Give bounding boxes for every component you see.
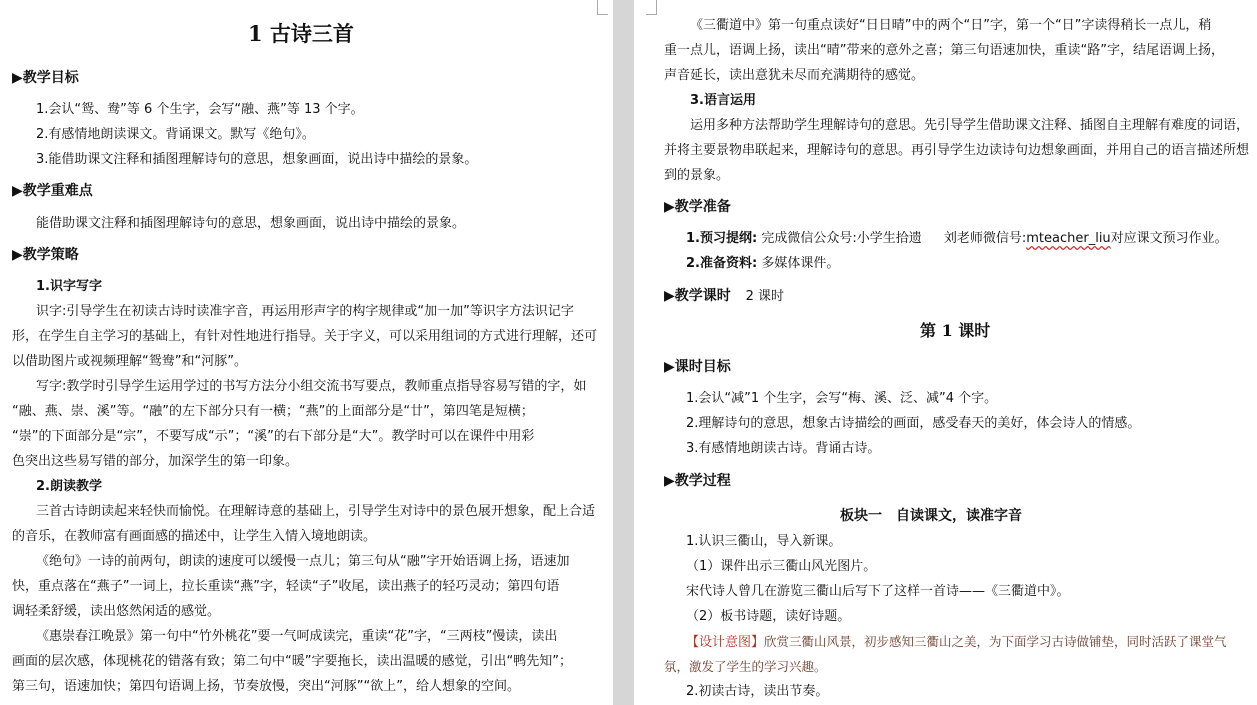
paragraph-line: 以借助图片或视频理解“鸳鸯”和“河豚”。 xyxy=(12,354,247,369)
strategy-language-title: 3.语言运用 xyxy=(690,93,756,108)
class-hours-value: 2 课时 xyxy=(745,289,785,304)
goal-item-2: 2.有感情地朗读课文。背诵课文。默写《绝句》。 xyxy=(36,127,315,142)
paragraph-line: 画面的层次感，体现桃花的错落有致；第二句中“暖”字要拖长，读出温暖的感觉，引出“鸭先知”； xyxy=(12,654,572,669)
process-line: （1）课件出示三衢山风光图片。 xyxy=(686,559,877,574)
heading-key-points: ▶教学重难点 xyxy=(12,183,93,199)
design-note-text: 欣赏三衢山风景，初步感知三衢山之美，为下面学习古诗做铺垫，同时活跃了课堂气 xyxy=(764,634,1227,649)
goal-item-3: 3.能借助课文注释和插图理解诗句的意思，想象画面，说出诗中描绘的景象。 xyxy=(36,152,478,167)
block-title: 板块一 自读课文，读准字音 xyxy=(840,508,1022,524)
heading-lesson-goals: ▶课时目标 xyxy=(664,359,731,375)
page-corner-mark xyxy=(597,0,608,15)
paragraph-line: 的音乐，在教师富有画面感的描述中，让学生入情入境地朗读。 xyxy=(12,529,377,544)
strategy-literacy-title: 1.识字写字 xyxy=(36,279,102,294)
paragraph-line: 快，重点落在“燕子”一词上，拉长重读“燕”字，轻读“子”收尾，读出燕子的轻巧灵动；第四句语 xyxy=(12,579,560,594)
prep-item-1-label: 1.预习提纲: xyxy=(686,231,758,246)
design-note-label: 【设计意图】 xyxy=(686,635,765,650)
lesson-goal-3: 3.有感情地朗读古诗。背诵古诗。 xyxy=(686,441,881,456)
paragraph-line: 识字:引导学生在初读古诗时读准字音，再运用形声字的构字规律或“加一加”等识字方法识记字 xyxy=(36,304,574,319)
paragraph-line: 重一点儿，语调上扬，读出“晴”带来的意外之喜；第三句语速加快，重读“路”字，结尾语调上扬， xyxy=(664,43,1224,58)
prep-item-1-text: 完成微信公众号:小学生拾遗 xyxy=(761,231,922,246)
page-title: 1 古诗三首 xyxy=(248,21,354,46)
process-line: 2.初读古诗，读出节奏。 xyxy=(686,684,829,699)
heading-strategy: ▶教学策略 xyxy=(12,247,79,263)
paragraph-line: 《惠崇春江晚景》第一句中“竹外桃花”要一气呵成读完，重读“花”字，“三两枝”慢读，读出 xyxy=(36,629,558,644)
strategy-reading-title: 2.朗读教学 xyxy=(36,479,102,494)
paragraph-line: “崇”的下面部分是“宗”，不要写成“示”；“溪”的右下部分是“大”。教学时可以在课件中用彩 xyxy=(12,429,535,444)
wechat-account: mteacher_liu xyxy=(1026,231,1111,246)
paragraph-line: 运用多种方法帮助学生理解诗句的意思。先引导学生借助课文注释、插图自主理解有难度的词语， xyxy=(690,118,1250,133)
document-page-left xyxy=(0,0,613,705)
heading-teaching-process: ▶教学过程 xyxy=(664,473,731,489)
paragraph-line: 形，在学生自主学习的基础上，有针对性地进行指导。关于字义，可以采用组词的方式进行理解，还可 xyxy=(12,329,598,344)
paragraph-line: 《绝句》一诗的前两句，朗读的速度可以缓慢一点儿；第三句从“融”字开始语调上扬，语速加 xyxy=(36,554,570,569)
process-line: 1.认识三衢山，导入新课。 xyxy=(686,534,842,549)
key-points-text: 能借助课文注释和插图理解诗句的意思，想象画面，说出诗中描绘的景象。 xyxy=(36,216,466,231)
heading-teaching-goals: ▶教学目标 xyxy=(12,70,79,86)
heading-class-hours xyxy=(664,285,784,305)
prep-item-2 xyxy=(686,251,839,276)
paragraph-line: 并将主要景物串联起来，理解诗句的意思。再引导学生边读诗句边想象画面，并用自己的语言描述所想 xyxy=(664,143,1250,158)
design-note xyxy=(686,629,1227,655)
paragraph-line: 调轻柔舒缓，读出悠然闲适的感觉。 xyxy=(12,604,221,619)
paragraph-line: 到的景象。 xyxy=(664,168,730,183)
prep-item-1-tail: 对应课文预习作业。 xyxy=(1110,231,1228,246)
paragraph-line: 三首古诗朗读起来轻快而愉悦。在理解诗意的基础上，引导学生对诗中的景色展开想象，配上合适 xyxy=(36,504,596,519)
process-line: 宋代诗人曾几在游览三衢山后写下了这样一首诗——《三衢道中》。 xyxy=(686,584,1070,599)
document-page-right xyxy=(634,0,1257,705)
class-hours-label: ▶教学课时 xyxy=(664,288,731,304)
page-gap xyxy=(613,0,634,705)
paragraph-line: 色突出这些易写错的部分，加深学生的第一印象。 xyxy=(12,454,299,469)
page-corner-mark xyxy=(646,0,657,15)
prep-item-2-text: 多媒体课件。 xyxy=(761,256,840,271)
heading-preparation: ▶教学准备 xyxy=(664,199,731,215)
paragraph-line: “融、燕、崇、溪”等。“融”的左下部分只有一横；“燕”的上面部分是“廿”，第四笔是短横； xyxy=(12,404,534,419)
lesson-title: 第 1 课时 xyxy=(920,321,991,340)
paragraph-line: 第三句，语速加快；第四句语调上扬，节奏放慢，突出“河豚”“欲上”，给人想象的空间。 xyxy=(12,679,520,694)
prep-item-2-label: 2.准备资料: xyxy=(686,256,758,271)
lesson-goal-2: 2.理解诗句的意思，想象古诗描绘的画面，感受春天的美好，体会诗人的情感。 xyxy=(686,416,1141,431)
paragraph-line: 写字:教学时引导学生运用学过的书写方法分小组交流书写要点，教师重点指导容易写错的字，如 xyxy=(36,379,587,394)
goal-item-1: 1.会认“鸳、鸯”等 6 个生字，会写“融、燕”等 13 个字。 xyxy=(36,102,364,117)
paragraph-line: 《三衢道中》第一句重点读好“日日晴”中的两个“日”字，第一个“日”字读得稍长一点儿，稍 xyxy=(690,18,1212,33)
process-line: （2）板书诗题，读好诗题。 xyxy=(686,609,851,624)
design-note-continued: 氛，激发了学生的学习兴趣。 xyxy=(664,659,827,674)
paragraph-line: 声音延长，读出意犹未尽而充满期待的感觉。 xyxy=(664,68,925,83)
prep-item-1 xyxy=(686,226,1228,251)
lesson-goal-1: 1.会认“减”1 个生字，会写“梅、溪、泛、减”4 个字。 xyxy=(686,391,998,406)
prep-item-1-teacher: 刘老师微信号: xyxy=(943,231,1027,246)
